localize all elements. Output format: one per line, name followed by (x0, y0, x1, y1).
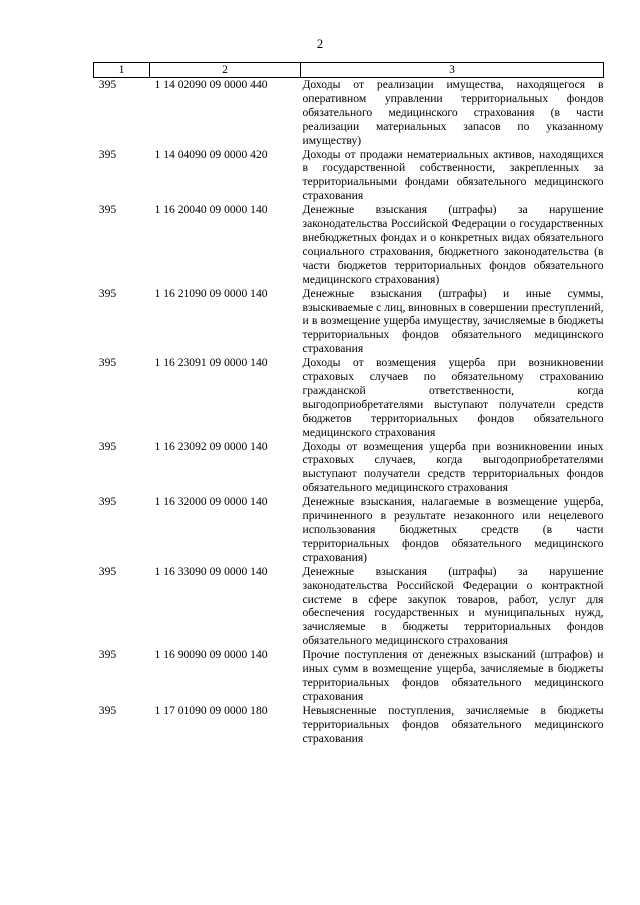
budget-code-cell: 1 16 21090 09 0000 140 (154, 286, 268, 300)
table-row (94, 78, 604, 148)
admin-code-cell: 395 (98, 564, 117, 578)
description-cell: Денежные взыскания (штрафы) за нарушение законодательства Российской Федерации о государственных внебюджетных фондах и о конкретных видах обязательного социального страхования, бюджетного законодательства (в части бюджетов территориальных фондов обязательного медицинского страхования) (302, 203, 604, 286)
admin-code-cell: 395 (98, 286, 117, 300)
description-cell: Невыясненные поступления, зачисляемые в бюджеты территориальных фондов обязательного медицинского страхования (302, 703, 604, 745)
description-cell: Денежные взыскания (штрафы) за нарушение законодательства Российской Федерации о контрактной системе в сфере закупок товаров, работ, услуг для обеспечения государственных и муниципальных нужд, зачисляемые в бюджеты территориальных фондов обязательного медицинского страхования (302, 564, 604, 648)
table-row (94, 203, 604, 286)
budget-code-cell: 1 16 23091 09 0000 140 (154, 356, 268, 370)
column-header-1: 1 (94, 63, 150, 78)
budget-code-cell: 1 14 02090 09 0000 440 (154, 78, 268, 91)
admin-code-cell: 395 (98, 648, 117, 662)
budget-code-cell: 1 16 33090 09 0000 140 (154, 564, 268, 578)
description-cell: Прочие поступления от денежных взысканий (штрафов) и иных сумм в возмещение ущерба, зачисляемые в бюджеты территориальных фондов обязательного медицинского страхования (302, 648, 604, 703)
column-header-3: 3 (301, 63, 604, 78)
table-row (94, 356, 604, 439)
description-cell: Доходы от возмещения ущерба при возникновении страховых случаев по обязательному страхованию гражданской ответственности, когда выгодоприобретателями выступают получатели средств бюджетов территориальных фондов обязательного медицинского страхования (302, 356, 604, 439)
admin-code-cell: 395 (98, 78, 117, 91)
description-cell: Доходы от реализации имущества, находящегося в оперативном управлении территориальных фондов обязательного медицинского страхования (в части реализации материальных запасов по указанному имуществу) (302, 78, 604, 147)
table-row (94, 565, 604, 648)
column-header-2: 2 (150, 63, 301, 78)
table-row (94, 704, 604, 746)
budget-code-cell: 1 14 04090 09 0000 420 (154, 147, 268, 161)
admin-code-cell: 395 (98, 147, 117, 161)
table-row (94, 287, 604, 357)
table-row (94, 495, 604, 565)
description-cell: Доходы от возмещения ущерба при возникновении иных страховых случаев, когда выгодоприобретателями выступают получатели средств территориальных фондов обязательного медицинского страхования (302, 439, 604, 495)
admin-code-cell: 395 (98, 356, 117, 370)
admin-code-cell: 395 (98, 495, 117, 509)
description-cell: Денежные взыскания (штрафы) и иные суммы, взыскиваемые с лиц, виновных в совершении преступлений, и в возмещение ущерба имуществу, зачисляемые в бюджеты территориальных фондов обязательного медицинского страхования (302, 286, 604, 356)
budget-code-cell: 1 16 23092 09 0000 140 (154, 439, 268, 453)
admin-code-cell: 395 (98, 439, 117, 453)
admin-code-cell: 395 (98, 203, 117, 217)
budget-code-cell: 1 16 20040 09 0000 140 (154, 203, 268, 217)
revenue-codes-table (93, 62, 604, 746)
description-cell: Денежные взыскания, налагаемые в возмещение ущерба, причиненного в результате незаконного или нецелевого использования бюджетных средств (в части территориальных фондов обязательного медицинского страхования) (302, 495, 604, 564)
description-cell: Доходы от продажи нематериальных активов, находящихся в государственной собственности, закрепленных за территориальными фондами обязательного медицинского страхования (302, 147, 604, 203)
table-header-row (94, 63, 604, 78)
page-number: 2 (316, 36, 324, 51)
table-row (94, 148, 604, 204)
budget-code-cell: 1 16 90090 09 0000 140 (154, 648, 268, 662)
admin-code-cell: 395 (98, 703, 117, 717)
budget-code-cell: 1 17 01090 09 0000 180 (154, 703, 268, 717)
budget-code-cell: 1 16 32000 09 0000 140 (154, 495, 268, 509)
table-row (94, 648, 604, 704)
table-row (94, 440, 604, 496)
